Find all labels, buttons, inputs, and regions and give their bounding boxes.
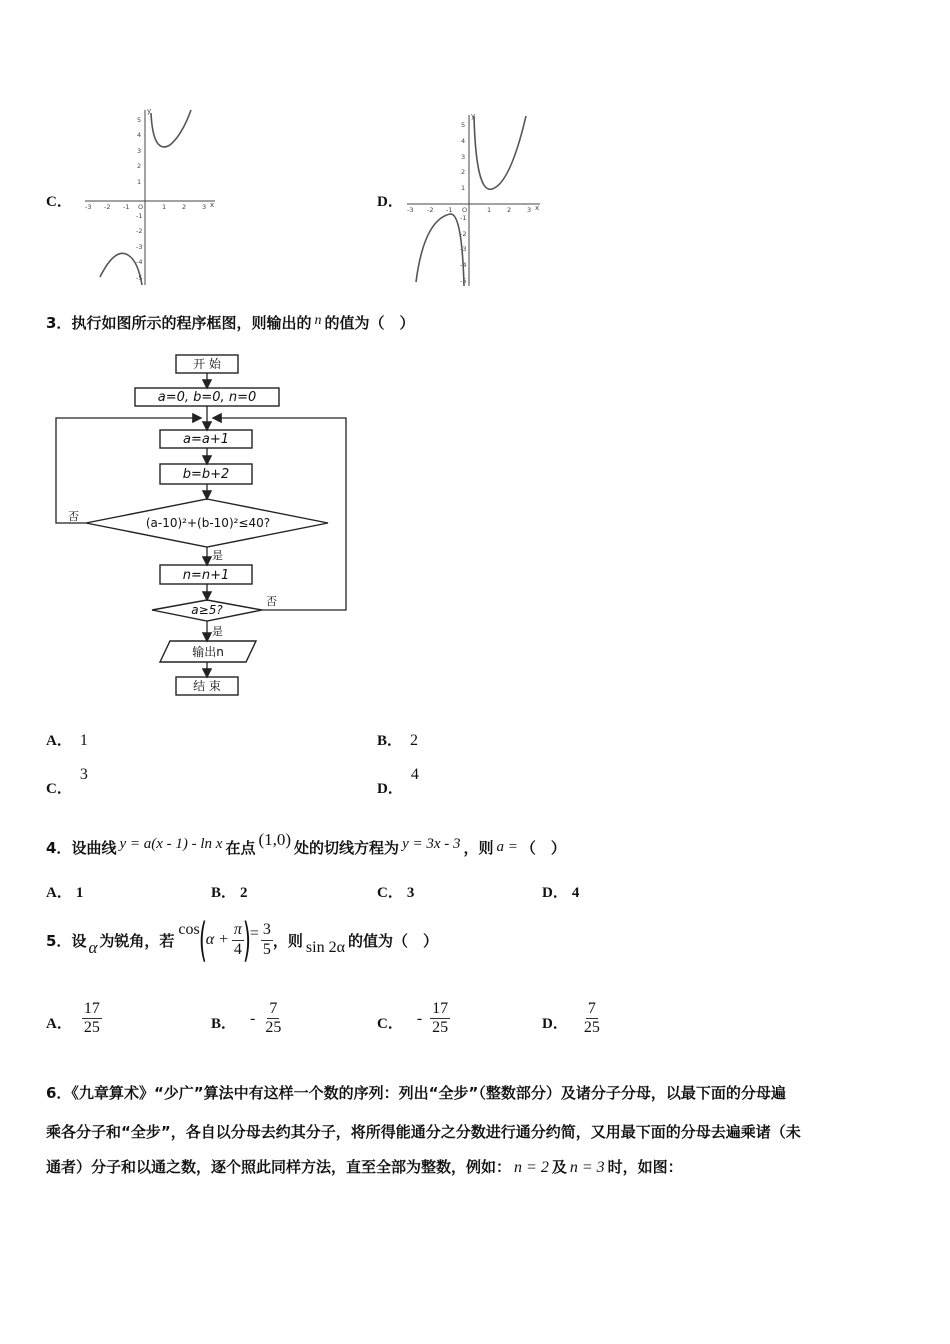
- y-letter: y: [147, 107, 152, 115]
- flow-cond2-text: a≥5?: [191, 603, 223, 617]
- q5-option-b: B． - $\frac{7}{25}$: [211, 1000, 282, 1037]
- svg-text:-5: -5: [136, 274, 143, 282]
- svg-text:-3: -3: [136, 243, 143, 251]
- svg-text:5: 5: [461, 121, 466, 129]
- x-letter: x: [210, 201, 215, 209]
- graph-d-label: D．: [377, 194, 403, 210]
- svg-text:2: 2: [182, 203, 187, 211]
- q4-number: 4．: [46, 839, 72, 857]
- q3-var-n: n: [314, 313, 322, 328]
- flow-step1-text: a=a+1: [183, 432, 229, 447]
- graph-c: [80, 105, 220, 290]
- q6-n2: n = 2: [514, 1159, 549, 1176]
- svg-text:-1: -1: [123, 203, 130, 211]
- flow-cond1-text: (a-10)²+(b-10)²≤40?: [145, 516, 271, 530]
- svg-text:3: 3: [461, 153, 466, 161]
- svg-text:1: 1: [461, 184, 466, 192]
- q5-paren-right: ): [242, 913, 251, 967]
- svg-text:2: 2: [137, 162, 142, 170]
- q6-line-2: 乘各分子和“全步”，各自以分母去约其分子，将所得能通分之分数进行通分约简，又用最下面的分母去遍乘诸（未: [46, 1123, 801, 1141]
- q3-option-a: A． 1: [46, 732, 88, 749]
- graph-c-label: C．: [46, 194, 72, 210]
- q3-option-c: C．3: [46, 766, 88, 797]
- svg-text:-1: -1: [446, 206, 453, 214]
- q4-curve: y = a(x - 1) - ln x: [119, 836, 223, 852]
- q3-number: 3．: [46, 314, 72, 332]
- q5-paren-left: (: [198, 913, 207, 967]
- q3-option-d: D．4: [377, 766, 419, 797]
- svg-text:-2: -2: [427, 206, 434, 214]
- svg-text:2: 2: [507, 206, 512, 214]
- svg-text:-1: -1: [136, 212, 143, 220]
- q4-stem: 4．设曲线 y = a(x - 1) - ln x 在点 (1,0) 处的切线方程为 y = 3x - 3 ，则 a = （ ）: [46, 830, 566, 857]
- flow-step2-text: b=b+2: [182, 467, 230, 482]
- flow-step3-text: n=n+1: [182, 568, 230, 583]
- q4-option-c: C． 3: [377, 885, 415, 901]
- svg-text:-3: -3: [407, 206, 414, 214]
- q6-line-3: 通者）分子和以通之数，逐个照此同样方法，直至全部为整数，例如： n = 2 及 n = 3 时，如图：: [46, 1158, 683, 1176]
- svg-text:3: 3: [137, 147, 142, 155]
- curve-left-branch: [416, 214, 467, 286]
- flow-init-text: a=0, b=0, n=0: [157, 390, 257, 405]
- svg-text:-2: -2: [460, 230, 467, 238]
- q4-point: (1,0): [258, 830, 292, 849]
- flow-start-text: 开 始: [193, 357, 221, 371]
- y-letter: y: [471, 112, 476, 120]
- q5-sin2alpha: sin 2α: [305, 939, 345, 956]
- curve-right-branch: [474, 116, 526, 189]
- q4-option-b: B． 2: [211, 885, 248, 901]
- svg-text:-5: -5: [460, 277, 467, 285]
- q3-stem: 3．执行如图所示的程序框图，则输出的 n 的值为（ ）: [46, 313, 415, 332]
- q3-option-b: B． 2: [377, 732, 419, 749]
- svg-text:2: 2: [461, 168, 466, 176]
- curve-right-branch: [151, 110, 191, 147]
- q5-alpha: α: [88, 938, 98, 957]
- q5-stem: 5． 设 α 为锐角，若 cos ( α + $\frac{\pi}{4}$ ) = $\frac{3}{5}$ ，则 sin 2α 的值为（ ）: [46, 913, 438, 967]
- svg-text:5: 5: [137, 116, 142, 124]
- flow-yes2-label: 是: [212, 625, 223, 638]
- flow-end-text: 结 束: [193, 679, 221, 693]
- q3-flowchart: [50, 350, 360, 705]
- flow-no2-label: 否: [266, 595, 277, 608]
- svg-text:-1: -1: [460, 214, 467, 222]
- q6-n3: n = 3: [569, 1159, 605, 1176]
- svg-text:O: O: [462, 206, 468, 214]
- svg-text:1: 1: [487, 206, 492, 214]
- q5-option-c: C． - $\frac{17}{25}$: [377, 1000, 449, 1037]
- svg-text:-4: -4: [136, 258, 143, 266]
- svg-text:3: 3: [202, 203, 207, 211]
- svg-text:-3: -3: [460, 245, 467, 253]
- q5-inner: α +: [205, 931, 229, 948]
- q4-option-d: D． 4: [542, 885, 580, 901]
- q4-option-a: A． 1: [46, 885, 84, 901]
- svg-text:1: 1: [137, 178, 142, 186]
- graph-d: [402, 110, 547, 290]
- q5-cos: cos: [178, 921, 200, 938]
- q4-tangent: y = 3x - 3: [402, 836, 461, 852]
- q4-a-var: a =: [496, 839, 518, 855]
- y-tick-labels: [136, 116, 142, 282]
- flow-no1-label: 否: [68, 510, 79, 523]
- svg-text:4: 4: [137, 131, 142, 139]
- svg-text:4: 4: [461, 137, 466, 145]
- x-letter: x: [535, 204, 540, 212]
- svg-text:-2: -2: [104, 203, 111, 211]
- q5-three-fifths: $\frac{3}{5}$: [262, 921, 271, 958]
- q5-option-a: A． $\frac{17}{25}$: [46, 1000, 100, 1037]
- svg-text:O: O: [138, 203, 144, 211]
- q5-pi-over-4: $\frac{\pi}{4}$: [233, 921, 242, 958]
- svg-text:-4: -4: [460, 261, 467, 269]
- flow-yes1-label: 是: [212, 549, 223, 562]
- flow-output-text: 输出n: [192, 645, 224, 659]
- svg-text:1: 1: [162, 203, 167, 211]
- q5-option-d: D． $\frac{7}{25}$: [542, 1000, 600, 1037]
- x-tick-labels: [85, 203, 206, 211]
- svg-text:-3: -3: [85, 203, 92, 211]
- svg-text:3: 3: [527, 206, 532, 214]
- q6-line-1: 6．《九章算术》“少广”算法中有这样一个数的序列：列出“全步”（整数部分）及诸分子分母，以最下面的分母遍: [46, 1084, 786, 1102]
- q5-number: 5．: [46, 931, 72, 950]
- svg-text:-2: -2: [136, 227, 143, 235]
